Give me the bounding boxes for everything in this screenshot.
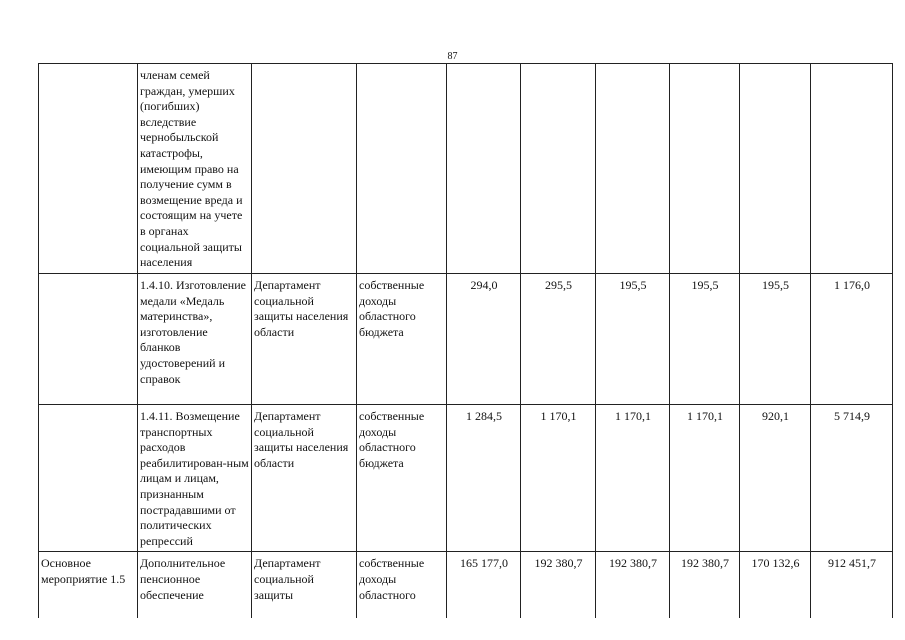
activity-name-cell: Дополнительное пенсионное обеспечение: [138, 552, 252, 619]
event-cell: [39, 274, 138, 405]
value-cell: [740, 64, 811, 274]
activity-name-cell: 1.4.11. Возмещение транспортных расходов реабилитирован-ным лицам и лицам, признанным пострадавшими от политических репрессий: [138, 405, 252, 552]
activity-name-cell: членам семей граждан, умерших (погибших) вследствие чернобыльской катастрофы, имеющим право на получение сумм в возмещение вреда и состоящим на учете в органах социальной защиты населения: [138, 64, 252, 274]
activity-name-cell: 1.4.10. Изготовление медали «Медаль материнства», изготовление бланков удостоверений и справок: [138, 274, 252, 405]
event-cell: Основное мероприятие 1.5: [39, 552, 138, 619]
value-cell: [670, 64, 740, 274]
value-cell: 1 170,1: [596, 405, 670, 552]
value-cell: [521, 64, 596, 274]
total-cell: 912 451,7: [811, 552, 893, 619]
value-cell: 294,0: [447, 274, 521, 405]
value-cell: 1 170,1: [670, 405, 740, 552]
total-cell: 1 176,0: [811, 274, 893, 405]
value-cell: 195,5: [670, 274, 740, 405]
total-cell: [811, 64, 893, 274]
value-cell: 295,5: [521, 274, 596, 405]
value-cell: [596, 64, 670, 274]
value-cell: 195,5: [596, 274, 670, 405]
value-cell: 170 132,6: [740, 552, 811, 619]
page-number: 87: [447, 51, 458, 62]
table-row: [39, 405, 893, 552]
total-cell: 5 714,9: [811, 405, 893, 552]
executor-cell: Департамент социальной защиты: [252, 552, 357, 619]
value-cell: 192 380,7: [596, 552, 670, 619]
value-cell: [447, 64, 521, 274]
funding-source-cell: собственные доходы областного бюджета: [357, 405, 447, 552]
executor-cell: [252, 64, 357, 274]
funding-source-cell: собственные доходы областного: [357, 552, 447, 619]
funding-source-cell: собственные доходы областного бюджета: [357, 274, 447, 405]
funding-source-cell: [357, 64, 447, 274]
executor-cell: Департамент социальной защиты населения области: [252, 405, 357, 552]
table-row: [39, 64, 893, 274]
value-cell: 920,1: [740, 405, 811, 552]
value-cell: 165 177,0: [447, 552, 521, 619]
value-cell: 1 284,5: [447, 405, 521, 552]
value-cell: 192 380,7: [670, 552, 740, 619]
executor-cell: Департамент социальной защиты населения области: [252, 274, 357, 405]
budget-table: [38, 63, 893, 618]
event-cell: [39, 64, 138, 274]
event-cell: [39, 405, 138, 552]
table-row: [39, 552, 893, 619]
value-cell: 192 380,7: [521, 552, 596, 619]
value-cell: 195,5: [740, 274, 811, 405]
table-row: [39, 274, 893, 405]
value-cell: 1 170,1: [521, 405, 596, 552]
